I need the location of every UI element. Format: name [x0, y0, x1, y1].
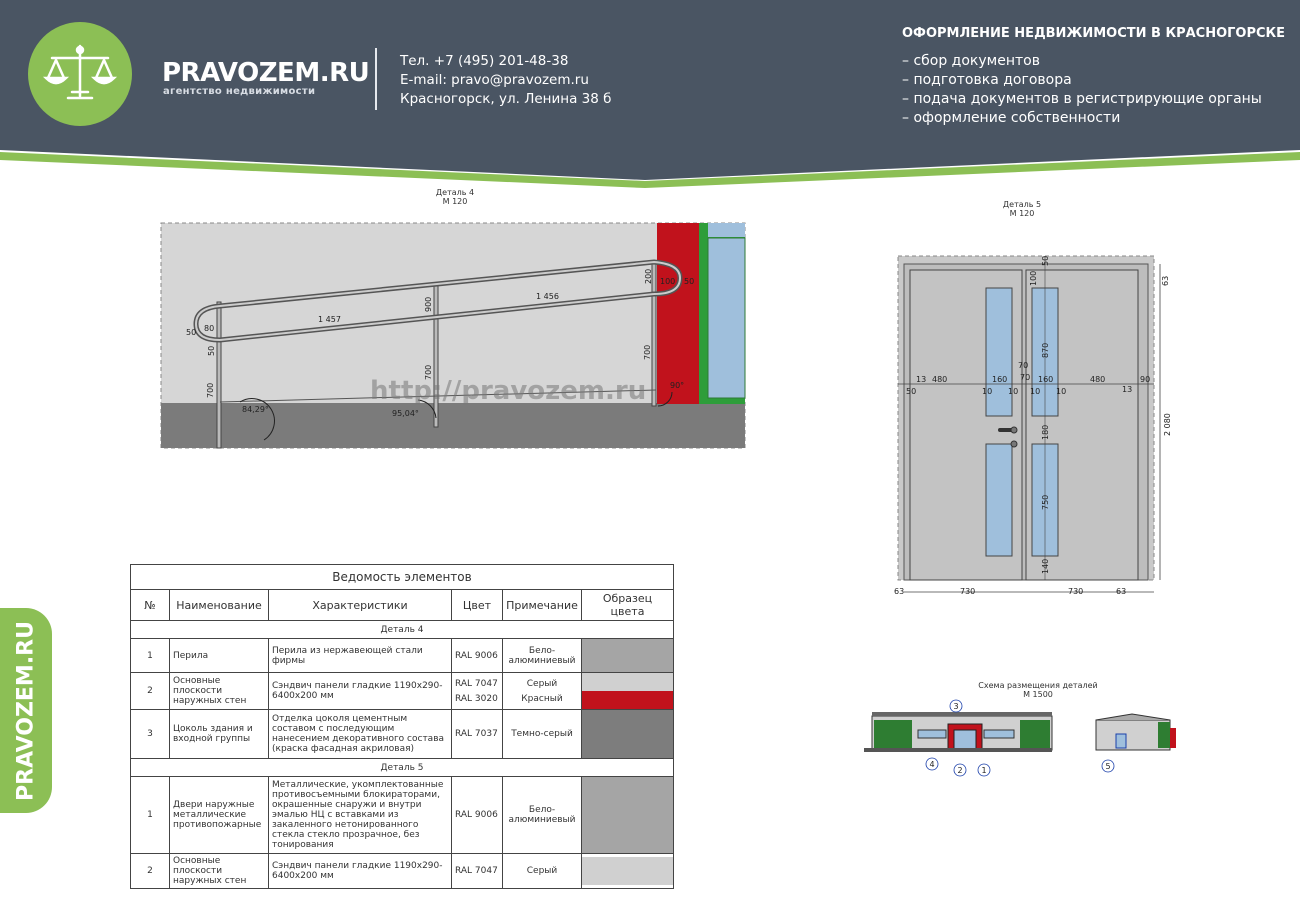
elements-table	[130, 564, 674, 889]
marker-3: 3	[953, 702, 959, 711]
section-title: Деталь 4	[131, 621, 674, 639]
brand-name[interactable]: PRAVOZEM.RU	[162, 58, 370, 88]
detail5-drawing	[890, 252, 1175, 604]
cell-name: Основные плоскости наружных стен	[170, 673, 269, 710]
dim-200: 200	[644, 268, 653, 284]
marker-4: 4	[929, 760, 935, 769]
col-swatch: Образец цвета	[582, 590, 674, 621]
cell-color: RAL 7047	[452, 854, 503, 889]
dim-730-left: 730	[960, 587, 976, 596]
dim-160-right: 160	[1038, 375, 1054, 384]
color-code: RAL 3020	[455, 693, 498, 704]
col-num: №	[131, 590, 170, 621]
table-row	[131, 673, 674, 710]
dim-750: 750	[1041, 494, 1050, 510]
dim-len-right: 1 456	[536, 292, 559, 301]
contacts	[400, 52, 611, 109]
table-row	[131, 710, 674, 759]
services-title: ОФОРМЛЕНИЕ НЕДВИЖИМОСТИ В КРАСНОГОРСКЕ	[902, 26, 1286, 41]
dim-70: 70	[1018, 361, 1029, 370]
dim-180: 180	[1041, 424, 1050, 440]
color-swatch	[582, 673, 674, 710]
detail5-title: Деталь 5	[1002, 200, 1042, 209]
cell-note: Бело-алюминиевый	[503, 639, 582, 673]
header	[0, 0, 1300, 190]
cell-name: Основные плоскости наружных стен	[170, 854, 269, 889]
col-name: Наименование	[170, 590, 269, 621]
color-swatch	[582, 639, 674, 673]
dim-50-top: 50	[1041, 255, 1050, 266]
cell-num: 2	[131, 673, 170, 710]
dim-160-left: 160	[992, 375, 1008, 384]
dim-50-left: 50	[207, 345, 216, 356]
service-item: – сбор документов	[902, 53, 1040, 69]
watermark: http://pravozem.ru	[370, 376, 647, 406]
dim-700-left: 700	[206, 382, 215, 398]
cell-note: Серый	[503, 854, 582, 889]
dim-10-a: 10	[982, 387, 993, 396]
dim-700-right: 700	[643, 344, 652, 360]
scheme-drawing	[860, 698, 1212, 782]
dim-63-side: 63	[1161, 275, 1170, 286]
dim-480-left: 480	[932, 375, 948, 384]
dim-90: 90	[1140, 375, 1151, 384]
dim-63-right: 63	[1116, 587, 1127, 596]
dim-480-right: 480	[1090, 375, 1106, 384]
dim-10-c: 10	[1030, 387, 1041, 396]
side-tab[interactable]	[0, 608, 52, 813]
cell-color	[452, 673, 503, 710]
dim-10-b: 10	[1008, 387, 1019, 396]
cell-num: 1	[131, 777, 170, 854]
service-item: – подготовка договора	[902, 72, 1072, 88]
col-note: Примечание	[503, 590, 582, 621]
cell-char: Сэндвич панели гладкие 1190х290-6400х200 мм	[269, 854, 452, 889]
scheme-caption	[968, 681, 1108, 699]
address: Красногорск, ул. Ленина 38 б	[400, 91, 612, 107]
detail5-caption	[972, 200, 1072, 218]
color-swatch	[582, 854, 674, 889]
scheme-scale: М 1500	[1023, 690, 1053, 699]
dim-100: 100	[1029, 270, 1038, 286]
detail4-title: Деталь 4	[435, 188, 475, 197]
dim-50b: 50	[684, 277, 695, 286]
col-char: Характеристики	[269, 590, 452, 621]
cell-char: Металлические, укомплектованные противосъемными блокираторами, окрашенные снаружи и внутри эмалью НЦ с вставками из закаленного нетонированного стекла стекло прозрачное, без тонирования	[269, 777, 452, 854]
email[interactable]: E-mail: pravo@pravozem.ru	[400, 72, 589, 88]
detail4-scale: М 120	[442, 197, 468, 206]
dim-50: 50	[186, 328, 197, 337]
cell-char: Перила из нержавеющей стали фирмы	[269, 639, 452, 673]
dim-13-right: 13	[1122, 385, 1133, 394]
dim-63-left: 63	[894, 587, 905, 596]
section-title: Деталь 5	[131, 759, 674, 777]
dim-10-d: 10	[1056, 387, 1067, 396]
side-tab-label: PRAVOZEM.RU	[13, 620, 39, 801]
note: Серый	[526, 678, 558, 689]
scheme-title: Схема размещения деталей	[978, 681, 1098, 690]
brand-subtitle: агентство недвижимости	[163, 86, 316, 97]
cell-char: Сэндвич панели гладкие 1190х290-6400х200 мм	[269, 673, 452, 710]
services-list	[902, 52, 1262, 128]
dim-len-left: 1 457	[318, 315, 341, 324]
color-code: RAL 7047	[455, 678, 498, 689]
dim-angle-1: 84,29°	[242, 405, 269, 414]
cell-char: Отделка цоколя цементным составом с последующим нанесением декоративного состава (краска фасадная акриловая)	[269, 710, 452, 759]
scales-icon	[28, 22, 132, 126]
marker-5: 5	[1105, 762, 1111, 771]
color-swatch	[582, 710, 674, 759]
cell-color: RAL 9006	[452, 777, 503, 854]
logo[interactable]	[28, 22, 132, 126]
cell-note: Бело-алюминиевый	[503, 777, 582, 854]
table-row	[131, 639, 674, 673]
cell-note	[503, 673, 582, 710]
cell-note: Темно-серый	[503, 710, 582, 759]
dim-870: 870	[1041, 342, 1050, 358]
dim-100: 100	[660, 277, 676, 286]
color-swatch	[582, 777, 674, 854]
dim-70b: 70	[1020, 373, 1031, 382]
dim-140: 140	[1041, 558, 1050, 574]
cell-name: Перила	[170, 639, 269, 673]
dim-angle-2: 95,04°	[392, 409, 419, 418]
marker-1: 1	[981, 766, 987, 775]
cell-color: RAL 9006	[452, 639, 503, 673]
dim-angle-3: 90°	[670, 381, 685, 390]
detail4-caption	[405, 188, 505, 206]
cell-num: 3	[131, 710, 170, 759]
cell-color: RAL 7037	[452, 710, 503, 759]
dim-13-left: 13	[916, 375, 927, 384]
phone[interactable]: Тел. +7 (495) 201-48-38	[400, 53, 569, 69]
dim-2080: 2 080	[1163, 413, 1172, 436]
table-row	[131, 854, 674, 889]
cell-num: 2	[131, 854, 170, 889]
dim-50-left: 50	[906, 387, 917, 396]
detail4-drawing	[160, 222, 748, 450]
dim-900: 900	[424, 296, 433, 312]
marker-2: 2	[957, 766, 963, 775]
dim-80: 80	[204, 324, 215, 333]
service-item: – оформление собственности	[902, 110, 1121, 126]
dim-700-mid: 700	[424, 364, 433, 380]
cell-name: Цоколь здания и входной группы	[170, 710, 269, 759]
col-color: Цвет	[452, 590, 503, 621]
service-item: – подача документов в регистрирующие органы	[902, 91, 1262, 107]
note: Красный	[521, 693, 563, 704]
table-row	[131, 777, 674, 854]
cell-name: Двери наружные металлические противопожарные	[170, 777, 269, 854]
dim-730-right: 730	[1068, 587, 1084, 596]
cell-num: 1	[131, 639, 170, 673]
detail5-scale: М 120	[1009, 209, 1035, 218]
table-caption: Ведомость элементов	[131, 565, 674, 590]
header-divider	[375, 48, 377, 110]
